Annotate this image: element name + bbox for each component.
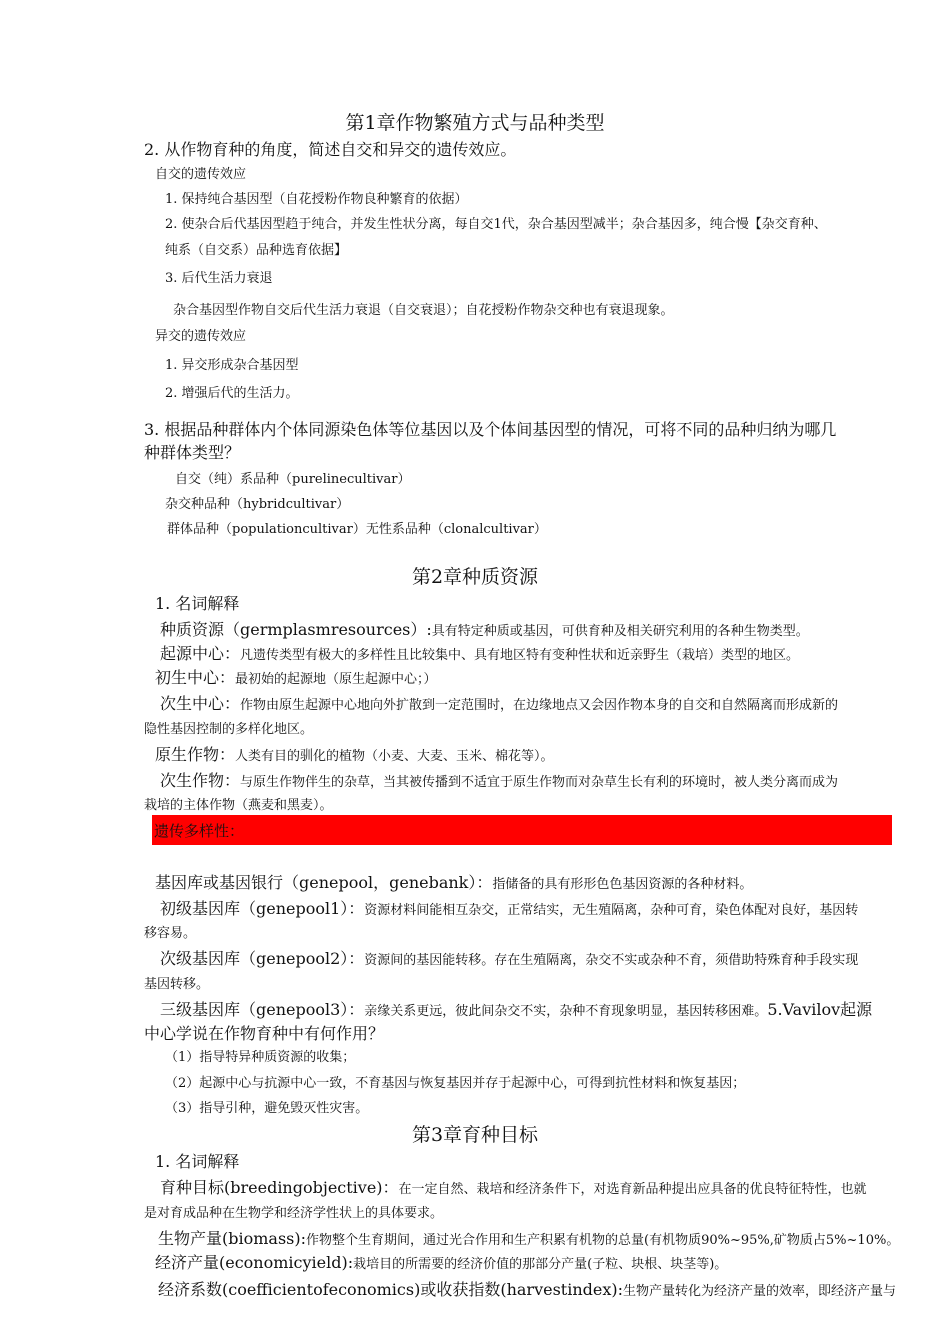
germplasm-def: 具有特定种质或基因，可供育种及相关研究利用的各种生物类型。 bbox=[431, 624, 809, 639]
origin-center-entry bbox=[160, 644, 799, 664]
question-3b: 种群体类型？ bbox=[144, 443, 241, 462]
secondary-crop-term: 次生作物： bbox=[160, 771, 241, 790]
origin-center-term: 起源中心： bbox=[160, 644, 241, 663]
self-effect-1: 1. 保持纯合基因型（自花授粉作物良种繁育的依据） bbox=[165, 192, 468, 207]
germplasm-term: 种质资源（germplasmresources）: bbox=[160, 620, 432, 639]
question-3a: 3. 根据品种群体内个体同源染色体等位基因以及个体间基因型的情况，可将不同的品种归纳为哪几 bbox=[144, 420, 837, 439]
primary-crop-term: 原生作物： bbox=[155, 745, 236, 764]
cross-heading: 异交的遗传效应 bbox=[155, 329, 247, 344]
cultivar-type-3: 群体品种（populationcultivar）无性系品种（clonalcultivar） bbox=[167, 522, 547, 537]
primary-center-entry bbox=[155, 668, 437, 688]
harvest-index-term: 经济系数(coefficientofeconomics)或收获指数(harvestindex): bbox=[158, 1280, 624, 1299]
breeding-objective-def-a: 在一定自然、栽培和经济条件下，对选育新品种提出应具备的优良特征特性，也就 bbox=[398, 1182, 867, 1197]
cultivar-type-2: 杂交种品种（hybridcultivar） bbox=[165, 497, 350, 512]
vavilov-role-2: （2）起源中心与抗源中心一致，不育基因与恢复基因并存于起源中心，可得到抗性材料和恢复基因； bbox=[165, 1076, 746, 1091]
secondary-center-def-b: 隐性基因控制的多样化地区。 bbox=[144, 722, 314, 737]
genepool2-def-b: 基因转移。 bbox=[144, 977, 210, 992]
genepool3-entry bbox=[160, 1000, 872, 1020]
genepool1-def-a: 资源材料间能相互杂交，正常结实，无生殖隔离，杂种可育，染色体配对良好，基因转 bbox=[364, 903, 859, 918]
genepool2-term: 次级基因库（genepool2）： bbox=[160, 949, 365, 968]
cross-effect-2: 2. 增强后代的生活力。 bbox=[165, 386, 299, 401]
vavilov-role-3: （3）指导引种，避免毁灭性灾害。 bbox=[165, 1101, 369, 1116]
biomass-def: 作物整个生育期间，通过光合作用和生产积累有机物的总量(有机物质90%~95%,矿物质占5%~10%。 bbox=[306, 1233, 900, 1248]
secondary-center-entry bbox=[160, 694, 838, 714]
question-2: 2. 从作物育种的角度，简述自交和异交的遗传效应。 bbox=[144, 140, 517, 159]
secondary-crop-entry bbox=[160, 771, 838, 791]
chapter-1-title: 第1章作物繁殖方式与品种类型 bbox=[345, 112, 605, 134]
genepool3-term: 三级基因库（genepool3）： bbox=[160, 1000, 365, 1019]
secondary-center-def-a: 作物由原生起源中心地向外扩散到一定范围时，在边缘地点又会因作物本身的自交和自然隔离而形成新的 bbox=[240, 698, 839, 713]
germplasm-entry bbox=[160, 620, 809, 640]
harvest-index-entry bbox=[158, 1280, 896, 1300]
cross-effect-1: 1. 异交形成杂合基因型 bbox=[165, 358, 299, 373]
self-effect-2b: 纯系（自交系）品种选育依据】 bbox=[165, 243, 348, 258]
economic-yield-term: 经济产量(economicyield): bbox=[155, 1253, 354, 1272]
genepool-entry bbox=[155, 873, 752, 893]
genepool1-term: 初级基因库（genepool1）： bbox=[160, 899, 365, 918]
secondary-crop-def-b: 栽培的主体作物（燕麦和黑麦）。 bbox=[144, 798, 333, 813]
ch3-section-1: 1. 名词解释 bbox=[155, 1152, 240, 1171]
economic-yield-entry bbox=[155, 1253, 727, 1273]
primary-crop-def: 人类有目的驯化的植物（小麦、大麦、玉米、棉花等）。 bbox=[235, 749, 554, 764]
self-heading: 自交的遗传效应 bbox=[155, 167, 247, 182]
biomass-entry bbox=[158, 1229, 899, 1249]
primary-center-term: 初生中心： bbox=[155, 668, 236, 687]
genepool1-entry bbox=[160, 899, 858, 919]
economic-yield-def: 栽培目的所需要的经济价值的那部分产量(子粒、块根、块茎等)。 bbox=[353, 1257, 728, 1272]
genepool2-def-a: 资源间的基因能转移。存在生殖隔离，杂交不实或杂种不育，须借助特殊育种手段实现 bbox=[364, 953, 859, 968]
genepool3-def: 亲缘关系更远，彼此间杂交不实，杂种不育现象明显，基因转移困难。 bbox=[364, 1004, 768, 1019]
question-5a: 5.Vavilov起源 bbox=[767, 1000, 873, 1019]
cultivar-type-1: 自交（纯）系品种（purelinecultivar） bbox=[175, 472, 411, 487]
primary-crop-entry bbox=[155, 745, 554, 765]
primary-center-def: 最初始的起源地（原生起源中心；） bbox=[235, 672, 437, 687]
self-effect-3: 3. 后代生活力衰退 bbox=[165, 271, 273, 286]
breeding-objective-def-b: 是对育成品种在生物学和经济学性状上的具体要求。 bbox=[144, 1206, 444, 1221]
question-5b: 中心学说在作物育种中有何作用？ bbox=[144, 1024, 385, 1043]
harvest-index-def: 生物产量转化为经济产量的效率，即经济产量与 bbox=[623, 1284, 897, 1299]
self-effect-2a: 2. 使杂合后代基因型趋于纯合，并发生性状分离，每自交1代，杂合基因型减半；杂合基因多，纯合慢【杂交育种、 bbox=[165, 217, 827, 232]
secondary-crop-def-a: 与原生作物伴生的杂草，当其被传播到不适宜于原生作物而对杂草生长有利的环境时，被人类分离而成为 bbox=[240, 775, 839, 790]
ch2-section-1: 1. 名词解释 bbox=[155, 594, 240, 613]
genepool-term: 基因库或基因银行（genepool，genebank）： bbox=[155, 873, 493, 892]
breeding-objective-term: 育种目标(breedingobjective)： bbox=[160, 1178, 399, 1197]
secondary-center-term: 次生中心： bbox=[160, 694, 241, 713]
self-effect-3-desc: 杂合基因型作物自交后代生活力衰退（自交衰退）；自花授粉作物杂交种也有衰退现象。 bbox=[173, 303, 674, 318]
biomass-term: 生物产量(biomass): bbox=[158, 1229, 307, 1248]
genepool1-def-b: 移容易。 bbox=[144, 926, 197, 941]
genetic-diversity-term: 遗传多样性： bbox=[154, 822, 245, 840]
breeding-objective-entry bbox=[160, 1178, 867, 1198]
genetic-diversity-highlight bbox=[152, 815, 892, 845]
chapter-2-title: 第2章种质资源 bbox=[411, 566, 539, 588]
chapter-3-title: 第3章育种目标 bbox=[411, 1124, 539, 1146]
origin-center-def: 凡遗传类型有极大的多样性且比较集中、具有地区特有变种性状和近亲野生（栽培）类型的地区。 bbox=[240, 648, 800, 663]
vavilov-role-1: （1）指导特异种质资源的收集； bbox=[165, 1050, 356, 1065]
genepool2-entry bbox=[160, 949, 858, 969]
genepool-def: 指储备的具有形形色色基因资源的各种材料。 bbox=[492, 877, 753, 892]
